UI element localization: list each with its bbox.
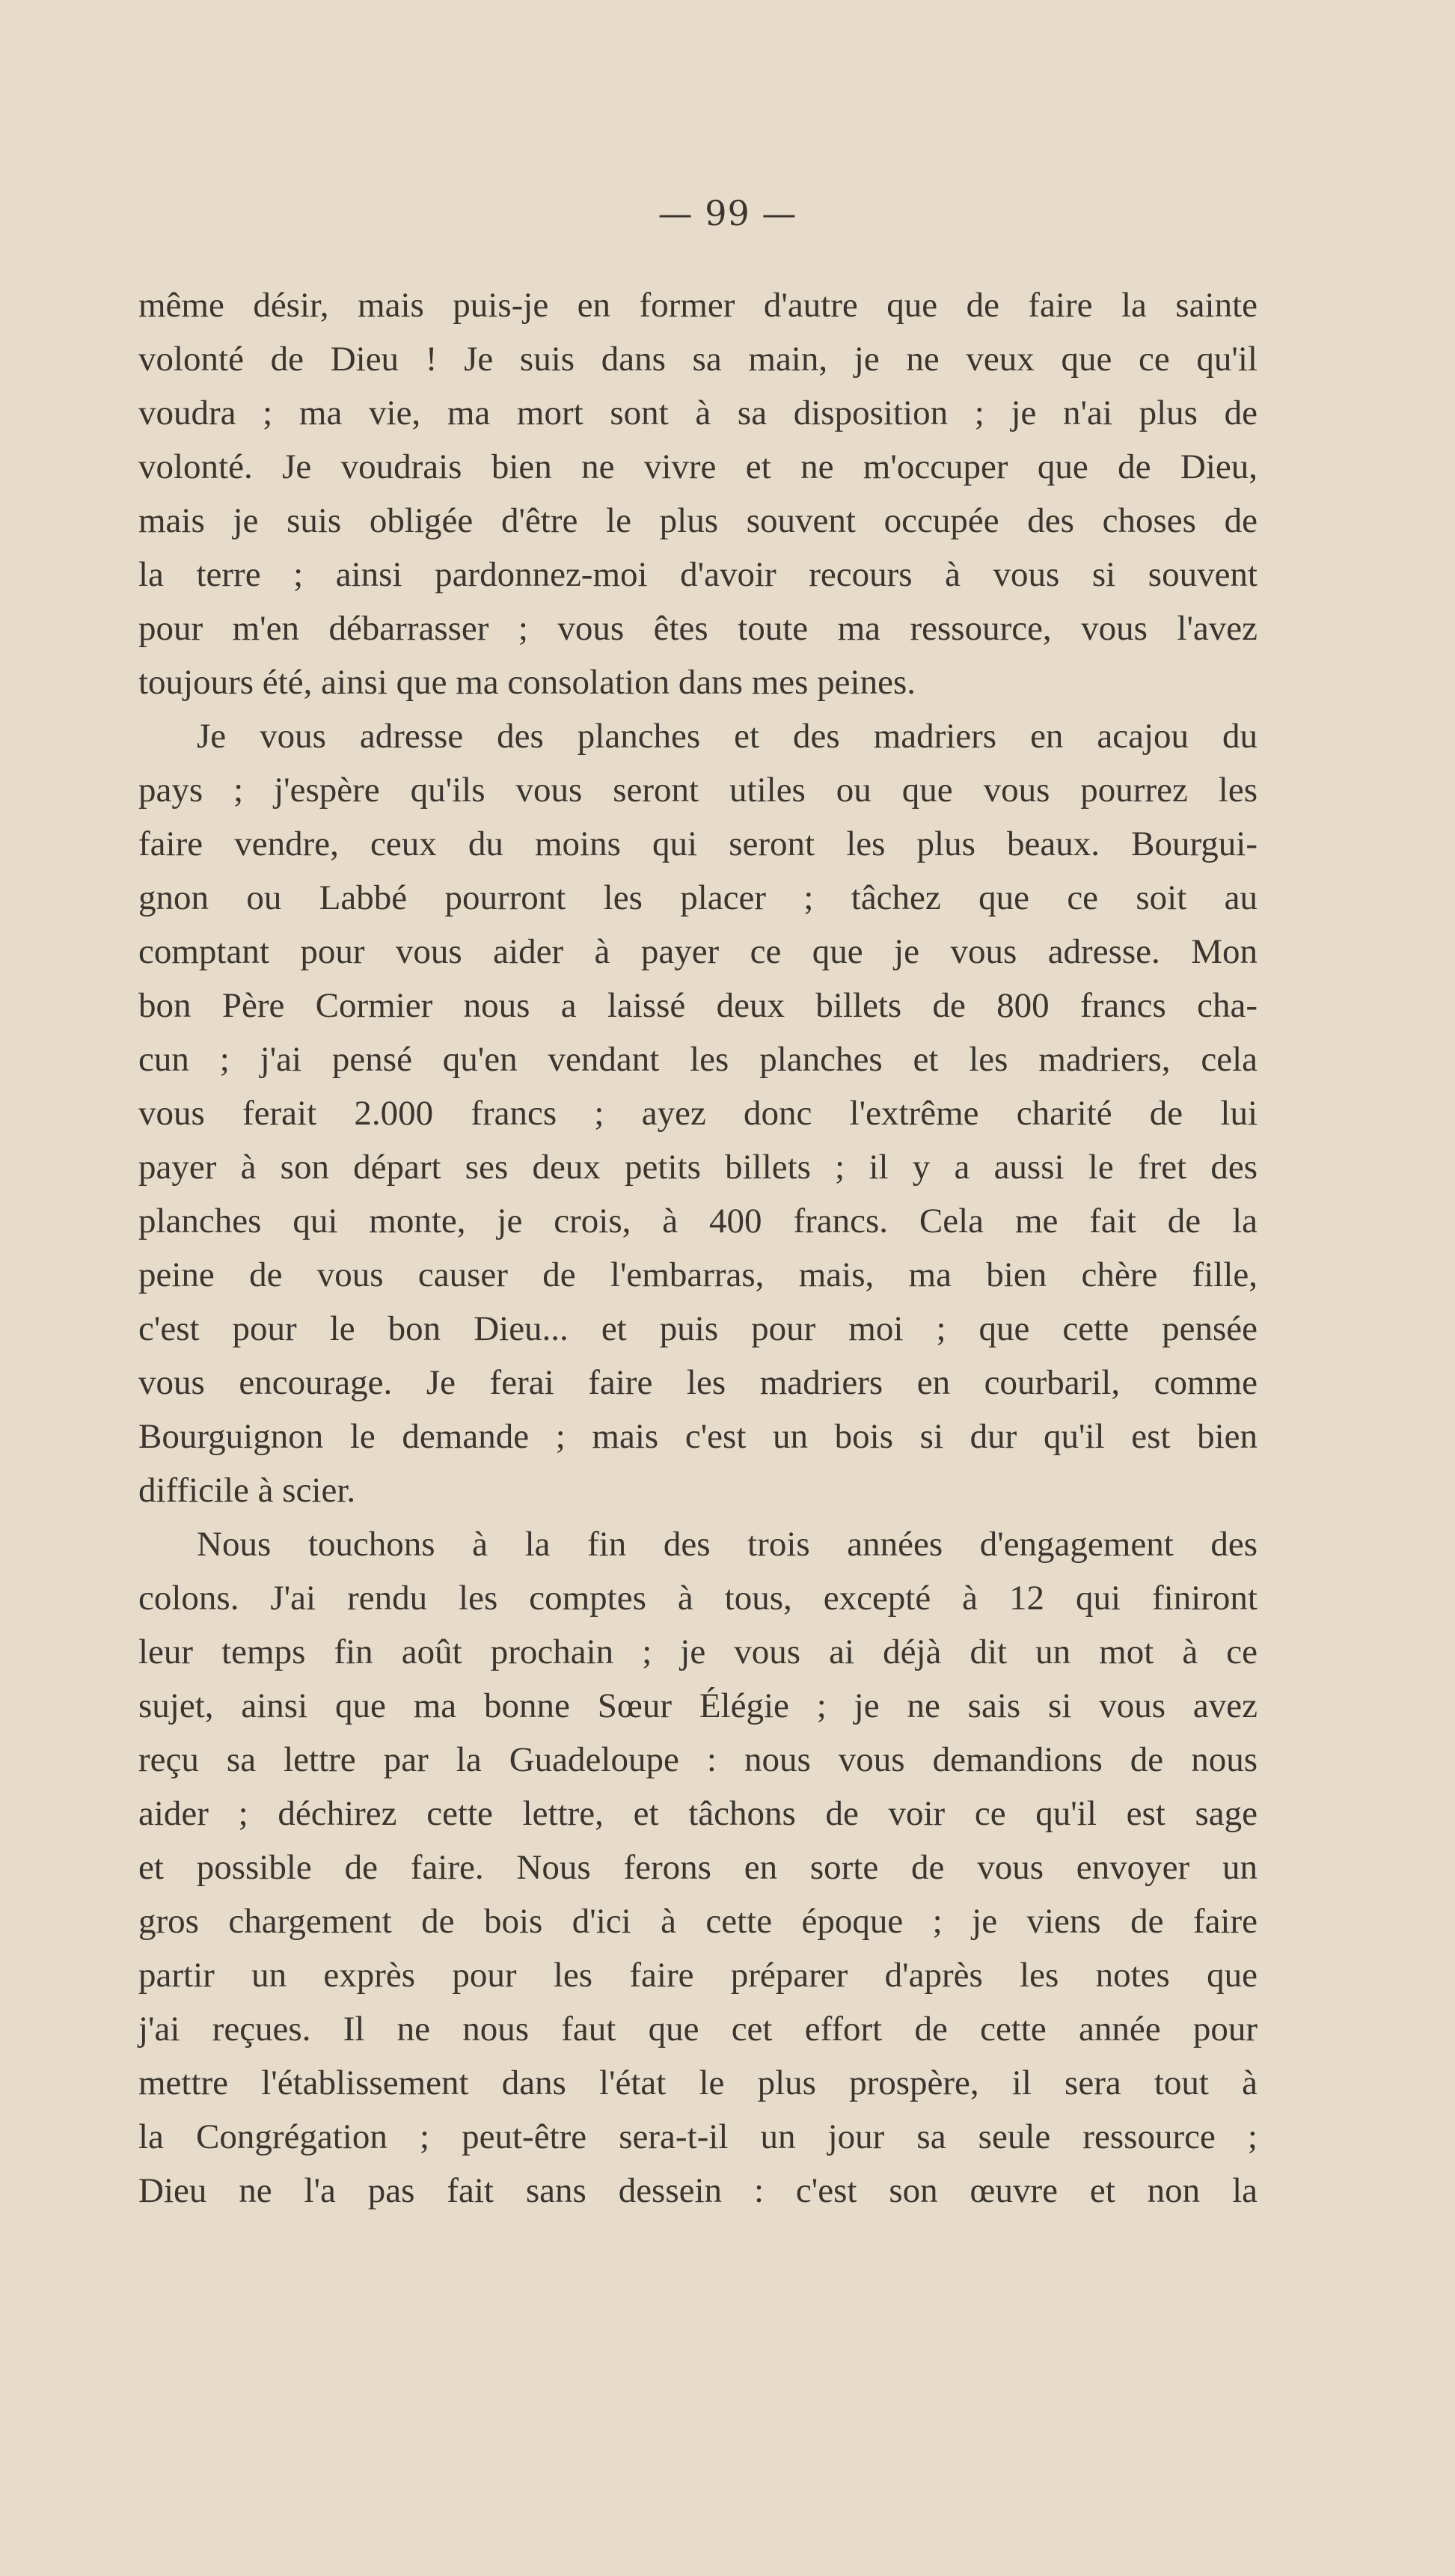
text-line: j'ai reçues. Il ne nous faut que cet effort de cette année pour [138, 2010, 1258, 2049]
text-line: colons. J'ai rendu les comptes à tous, excepté à 12 qui finiront [138, 1579, 1258, 1618]
text-line: voudra ; ma vie, ma mort sont à sa disposition ; je n'ai plus de [138, 394, 1258, 432]
text-line: leur temps fin août prochain ; je vous ai déjà dit un mot à ce [138, 1633, 1258, 1671]
text-line: même désir, mais puis-je en former d'autre que de faire la sainte [138, 286, 1258, 325]
text-line: pays ; j'espère qu'ils vous seront utiles ou que vous pourrez les [138, 771, 1258, 810]
page-number: — 99 — [658, 193, 797, 233]
text-line: volonté. Je voudrais bien ne vivre et ne m'occuper que de Dieu, [138, 447, 1258, 486]
text-line: peine de vous causer de l'embarras, mais, ma bien chère fille, [138, 1255, 1258, 1294]
paragraph-end-line: toujours été, ainsi que ma consolation dans mes peines. [138, 663, 916, 702]
text-line: aider ; déchirez cette lettre, et tâchons de voir ce qu'il est sage [138, 1794, 1258, 1833]
text-line: planches qui monte, je crois, à 400 francs. Cela me fait de la [138, 1202, 1258, 1240]
text-line: Bourguignon le demande ; mais c'est un bois si dur qu'il est bien [138, 1417, 1258, 1456]
text-line: vous ferait 2.000 francs ; ayez donc l'extrême charité de lui [138, 1094, 1258, 1133]
paragraph-start-line: Je vous adresse des planches et des madriers en acajou du [197, 717, 1258, 756]
text-line: cun ; j'ai pensé qu'en vendant les planches et les madriers, cela [138, 1040, 1258, 1079]
text-line: volonté de Dieu ! Je suis dans sa main, je ne veux que ce qu'il [138, 340, 1258, 379]
text-line: vous encourage. Je ferai faire les madriers en courbaril, comme [138, 1363, 1258, 1402]
text-line: faire vendre, ceux du moins qui seront les plus beaux. Bourgui- [138, 824, 1258, 863]
text-line: pour m'en débarrasser ; vous êtes toute ma ressource, vous l'avez [138, 609, 1258, 648]
text-line: bon Père Cormier nous a laissé deux billets de 800 francs cha- [138, 986, 1258, 1025]
text-line: c'est pour le bon Dieu... et puis pour moi ; que cette pensée [138, 1309, 1258, 1348]
text-line: partir un exprès pour les faire préparer d'après les notes que [138, 1956, 1258, 1995]
body-text [138, 278, 1258, 2218]
text-line: comptant pour vous aider à payer ce que je vous adresse. Mon [138, 932, 1258, 971]
text-line: sujet, ainsi que ma bonne Sœur Élégie ; je ne sais si vous avez [138, 1686, 1258, 1725]
text-line: gros chargement de bois d'ici à cette époque ; je viens de faire [138, 1902, 1258, 1941]
text-line: mettre l'établissement dans l'état le plus prospère, il sera tout à [138, 2063, 1258, 2102]
paragraph-start-line: Nous touchons à la fin des trois années d'engagement des [197, 1525, 1258, 1564]
text-line: et possible de faire. Nous ferons en sorte de vous envoyer un [138, 1848, 1258, 1887]
paragraph-end-line: difficile à scier. [138, 1471, 356, 1510]
text-line: Dieu ne l'a pas fait sans dessein : c'est son œuvre et non la [138, 2171, 1258, 2210]
text-line: la Congrégation ; peut-être sera-t-il un jour sa seule ressource ; [138, 2117, 1258, 2156]
text-line: reçu sa lettre par la Guadeloupe : nous vous demandions de nous [138, 1740, 1258, 1779]
text-line: payer à son départ ses deux petits billets ; il y a aussi le fret des [138, 1148, 1258, 1187]
text-line: mais je suis obligée d'être le plus souvent occupée des choses de [138, 501, 1258, 540]
text-line: gnon ou Labbé pourront les placer ; tâchez que ce soit au [138, 878, 1258, 917]
text-line: la terre ; ainsi pardonnez-moi d'avoir recours à vous si souvent [138, 555, 1258, 594]
